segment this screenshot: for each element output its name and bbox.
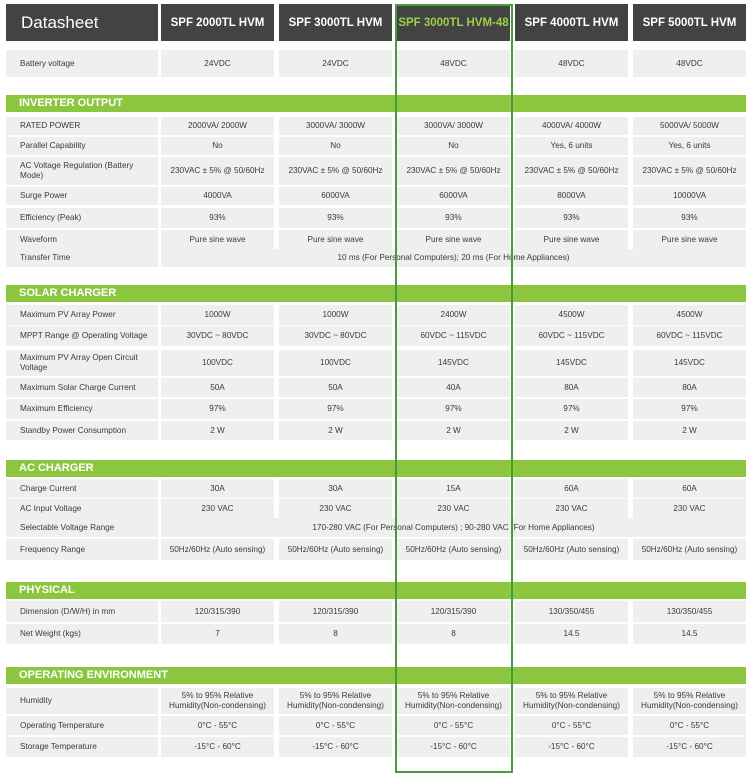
row-value: 80A: [633, 378, 746, 397]
model-header: SPF 3000TL HVM-48: [397, 4, 510, 41]
row-value: 60VDC ~ 115VDC: [515, 326, 628, 346]
row-value: 120/315/390: [161, 601, 274, 622]
model-header: SPF 4000TL HVM: [515, 4, 628, 41]
row-value: 145VDC: [515, 350, 628, 376]
row-value: 7: [161, 624, 274, 644]
row-value: 5% to 95% Relative Humidity(Non-condensing): [161, 688, 274, 714]
row-label: Net Weight (kgs): [6, 624, 158, 644]
row-value: 145VDC: [633, 350, 746, 376]
row-value: 6000VA: [397, 187, 510, 205]
row-value: 8000VA: [515, 187, 628, 205]
row-label: Operating Temperature: [6, 716, 158, 735]
row-label: Standby Power Consumption: [6, 421, 158, 440]
row-value: 93%: [279, 208, 392, 228]
row-value: 5% to 95% Relative Humidity(Non-condensing): [279, 688, 392, 714]
row-value: 0°C - 55°C: [397, 716, 510, 735]
row-value: 10000VA: [633, 187, 746, 205]
row-value: 60VDC ~ 115VDC: [397, 326, 510, 346]
row-label: Parallel Capability: [6, 137, 158, 155]
row-label: AC Voltage Regulation (Battery Mode): [6, 157, 158, 185]
row-value: 14.5: [633, 624, 746, 644]
row-value: 48VDC: [633, 50, 746, 77]
row-value: 4500W: [633, 305, 746, 325]
row-value: 100VDC: [279, 350, 392, 376]
row-label: Maximum PV Array Open Circuit Voltage: [6, 350, 158, 376]
row-value: Yes, 6 units: [633, 137, 746, 155]
row-value: -15°C - 60°C: [633, 737, 746, 757]
row-label: Maximum Efficiency: [6, 399, 158, 419]
row-value: 30VDC ~ 80VDC: [279, 326, 392, 346]
row-value: Pure sine wave: [279, 230, 392, 250]
row-label: Dimension (D/W/H) in mm: [6, 601, 158, 622]
row-value: No: [161, 137, 274, 155]
row-value: 24VDC: [161, 50, 274, 77]
row-label: Battery voltage: [6, 50, 158, 77]
row-value: 0°C - 55°C: [279, 716, 392, 735]
row-value: 50Hz/60Hz (Auto sensing): [397, 539, 510, 560]
row-value: 4000VA/ 4000W: [515, 117, 628, 135]
row-value: 15A: [397, 479, 510, 498]
row-value: 50A: [161, 378, 274, 397]
row-value: 93%: [161, 208, 274, 228]
row-value: 145VDC: [397, 350, 510, 376]
row-value: 230 VAC: [397, 499, 510, 518]
model-header: SPF 2000TL HVM: [161, 4, 274, 41]
row-value: -15°C - 60°C: [161, 737, 274, 757]
row-value: 230 VAC: [161, 499, 274, 518]
row-value: 8: [279, 624, 392, 644]
row-value: 24VDC: [279, 50, 392, 77]
row-value: 130/350/455: [633, 601, 746, 622]
section-header: OPERATING ENVIRONMENT: [6, 667, 746, 684]
row-label: Efficiency (Peak): [6, 208, 158, 228]
row-value: 3000VA/ 3000W: [397, 117, 510, 135]
row-value: 0°C - 55°C: [515, 716, 628, 735]
row-value: 30A: [279, 479, 392, 498]
row-value: 2 W: [633, 421, 746, 440]
row-value: 120/315/390: [397, 601, 510, 622]
row-value: 230 VAC: [515, 499, 628, 518]
row-value: 60VDC ~ 115VDC: [633, 326, 746, 346]
row-value: 130/350/455: [515, 601, 628, 622]
header-title: Datasheet: [6, 4, 158, 41]
row-value: 230 VAC: [279, 499, 392, 518]
row-value: 60A: [515, 479, 628, 498]
row-value: 50Hz/60Hz (Auto sensing): [515, 539, 628, 560]
row-value: 40A: [397, 378, 510, 397]
row-value: No: [279, 137, 392, 155]
row-value: 30A: [161, 479, 274, 498]
row-value: 50A: [279, 378, 392, 397]
row-value: 230VAC ± 5% @ 50/60Hz: [633, 157, 746, 185]
row-value: Pure sine wave: [515, 230, 628, 250]
row-span-value: 170-280 VAC (For Personal Computers) ; 90-280 VAC (For Home Appliances): [161, 518, 746, 537]
model-header: SPF 5000TL HVM: [633, 4, 746, 41]
section-header: AC CHARGER: [6, 460, 746, 477]
row-value: 230 VAC: [633, 499, 746, 518]
row-value: 230VAC ± 5% @ 50/60Hz: [397, 157, 510, 185]
row-value: 230VAC ± 5% @ 50/60Hz: [279, 157, 392, 185]
row-value: 97%: [515, 399, 628, 419]
row-value: -15°C - 60°C: [515, 737, 628, 757]
row-value: 93%: [515, 208, 628, 228]
row-label: Storage Temperature: [6, 737, 158, 757]
row-value: 5% to 95% Relative Humidity(Non-condensing): [515, 688, 628, 714]
row-label: MPPT Range @ Operating Voltage: [6, 326, 158, 346]
row-value: 2 W: [161, 421, 274, 440]
row-value: 2000VA/ 2000W: [161, 117, 274, 135]
row-label: RATED POWER: [6, 117, 158, 135]
section-header: INVERTER OUTPUT: [6, 95, 746, 112]
section-header: PHYSICAL: [6, 582, 746, 599]
row-span-value: 10 ms (For Personal Computers); 20 ms (For Home Appliances): [161, 249, 746, 267]
row-value: 80A: [515, 378, 628, 397]
row-value: Pure sine wave: [161, 230, 274, 250]
row-value: Pure sine wave: [397, 230, 510, 250]
row-label: Maximum Solar Charge Current: [6, 378, 158, 397]
row-value: 1000W: [279, 305, 392, 325]
row-label: Surge Power: [6, 187, 158, 205]
row-label: Charge Current: [6, 479, 158, 498]
row-value: -15°C - 60°C: [279, 737, 392, 757]
row-value: 97%: [279, 399, 392, 419]
row-value: 2400W: [397, 305, 510, 325]
row-value: 97%: [397, 399, 510, 419]
row-value: 100VDC: [161, 350, 274, 376]
row-value: 230VAC ± 5% @ 50/60Hz: [161, 157, 274, 185]
row-value: 50Hz/60Hz (Auto sensing): [161, 539, 274, 560]
row-label: Transfer Time: [6, 249, 158, 267]
row-label: Selectable Voltage Range: [6, 518, 158, 537]
row-value: 97%: [161, 399, 274, 419]
row-value: 8: [397, 624, 510, 644]
row-value: 3000VA/ 3000W: [279, 117, 392, 135]
row-value: 120/315/390: [279, 601, 392, 622]
model-header: SPF 3000TL HVM: [279, 4, 392, 41]
row-value: 2 W: [279, 421, 392, 440]
row-value: 5% to 95% Relative Humidity(Non-condensing): [633, 688, 746, 714]
row-value: 2 W: [515, 421, 628, 440]
row-value: 14.5: [515, 624, 628, 644]
row-value: No: [397, 137, 510, 155]
row-value: 60A: [633, 479, 746, 498]
row-label: Maximum PV Array Power: [6, 305, 158, 325]
row-label: Frequency Range: [6, 539, 158, 560]
row-value: 50Hz/60Hz (Auto sensing): [279, 539, 392, 560]
row-value: 6000VA: [279, 187, 392, 205]
row-value: -15°C - 60°C: [397, 737, 510, 757]
row-value: 4000VA: [161, 187, 274, 205]
row-value: 230VAC ± 5% @ 50/60Hz: [515, 157, 628, 185]
row-value: 0°C - 55°C: [161, 716, 274, 735]
row-label: Waveform: [6, 230, 158, 250]
row-value: 50Hz/60Hz (Auto sensing): [633, 539, 746, 560]
row-label: Humidity: [6, 688, 158, 714]
section-header: SOLAR CHARGER: [6, 285, 746, 302]
row-value: 93%: [633, 208, 746, 228]
row-value: 5% to 95% Relative Humidity(Non-condensing): [397, 688, 510, 714]
row-value: 1000W: [161, 305, 274, 325]
row-value: 4500W: [515, 305, 628, 325]
row-value: 93%: [397, 208, 510, 228]
row-value: 30VDC ~ 80VDC: [161, 326, 274, 346]
row-value: 97%: [633, 399, 746, 419]
row-value: 5000VA/ 5000W: [633, 117, 746, 135]
row-value: Yes, 6 units: [515, 137, 628, 155]
row-value: 48VDC: [515, 50, 628, 77]
row-label: AC Input Voltage: [6, 499, 158, 518]
row-value: 0°C - 55°C: [633, 716, 746, 735]
row-value: Pure sine wave: [633, 230, 746, 250]
row-value: 48VDC: [397, 50, 510, 77]
row-value: 2 W: [397, 421, 510, 440]
